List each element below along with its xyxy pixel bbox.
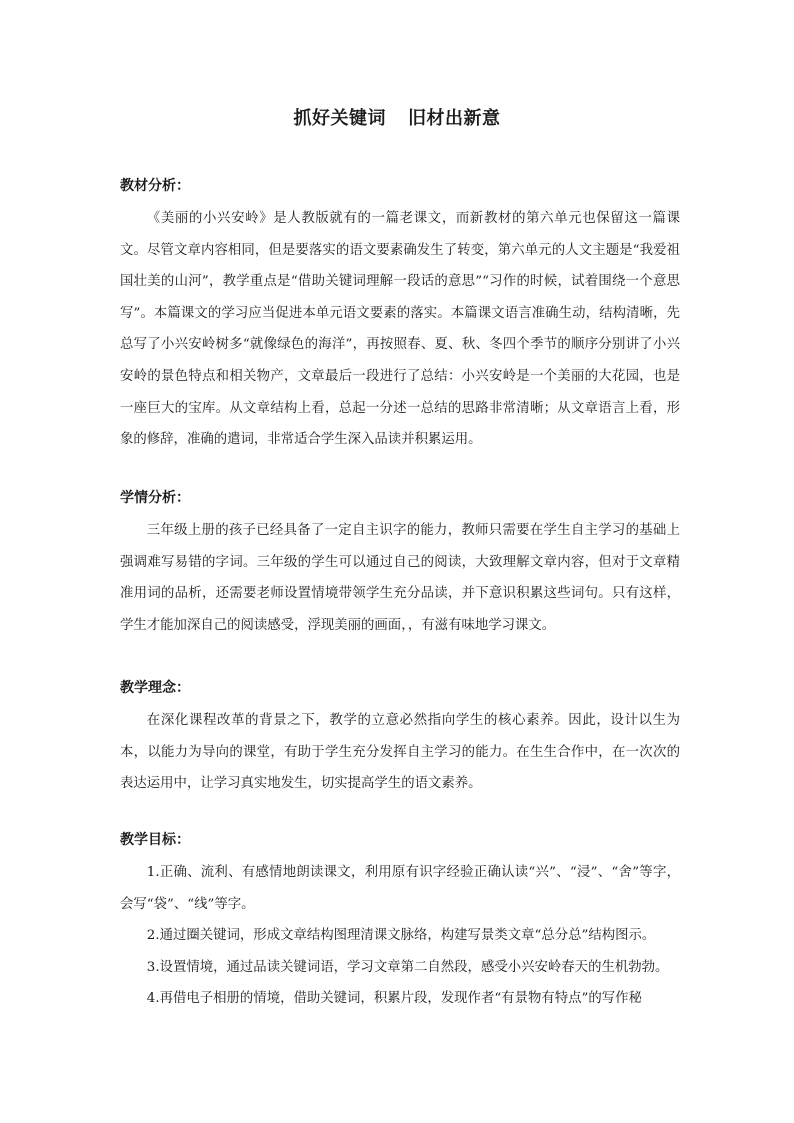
section-paragraph: 《美丽的小兴安岭》是人教版就有的一篇老课文，而新教材的第六单元也保留这一篇课文。尽管文章内容相同，但是要落实的语文要素确发生了转变，第六单元的人文主题是“我爱祖国壮美的山河”，教学重点是“借助关键词理解一段话的意思”“习作的时候，试着围绕一个意思写”。本篇课文的学习应当促进本单元语文要素的落实。本篇课文语言准确生动，结构清晰，先总写了小兴安岭树多“就像绿色的海洋”，再按照春、夏、秋、冬四个季节的顺序分别讲了小兴安岭的景色特点和相关物产，文章最后一段进行了总结：小兴安岭是一个美丽的大花园，也是一座巨大的宝库。从文章结构上看，总起一分述一总结的思路非常清晰；从文章语言上看，形象的修辞，准确的遣词，非常适合学生深入品读并积累运用。 (120, 211, 680, 448)
objective-item-1: 1.正确、流利、有感情地朗读课文，利用原有识字经验正确认读“兴”、“浸”、“舍”等字，会写“袋”、“线”等字。 (120, 865, 680, 912)
section-teaching-objectives (120, 830, 680, 1015)
section-heading: 教学理念： (120, 680, 190, 696)
section-heading: 教学目标： (120, 832, 190, 848)
section-paragraph: 在深化课程改革的背景之下，教学的立意必然指向学生的核心素养。因此，设计以生为本，以能力为导向的课堂，有助于学生充分发挥自主学习的能力。在生生合作中，在一次次的表达运用中，让学习真实地发生，切实提高学生的语文素养。 (120, 713, 680, 792)
objective-item-3: 3.设置情境，通过品读关键词语，学习文章第二自然段，感受小兴安岭春天的生机勃勃。 (146, 959, 669, 975)
objective-item-2: 2.通过圈关键词，形成文章结构图理清课文脉络，构建写景类文章“总分总”结构图示。 (146, 928, 656, 944)
title-part-2: 旧材出新意 (408, 108, 501, 129)
section-heading: 教材分析： (120, 178, 190, 194)
section-teaching-philosophy (120, 678, 680, 800)
section-student-analysis (120, 488, 680, 641)
title-part-1: 抓好关键词 (293, 108, 386, 129)
section-heading: 学情分析： (120, 490, 190, 506)
objective-item-4: 4.再借电子相册的情境，借助关键词，积累片段，发现作者“有景物有特点”的写作秘 (146, 991, 642, 1007)
document-title (0, 104, 794, 130)
section-textbook-analysis (120, 176, 680, 456)
section-paragraph: 三年级上册的孩子已经具备了一定自主识字的能力，教师只需要在学生自主学习的基础上强调难写易错的字词。三年级的学生可以通过自己的阅读，大致理解文章内容，但对于文章精准用词的品析，还需要老师设置情境带领学生充分品读，并下意识积累这些词句。只有这样，学生才能加深自己的阅读感受，浮现美丽的画面，，有滋有味地学习课文。 (120, 523, 680, 633)
